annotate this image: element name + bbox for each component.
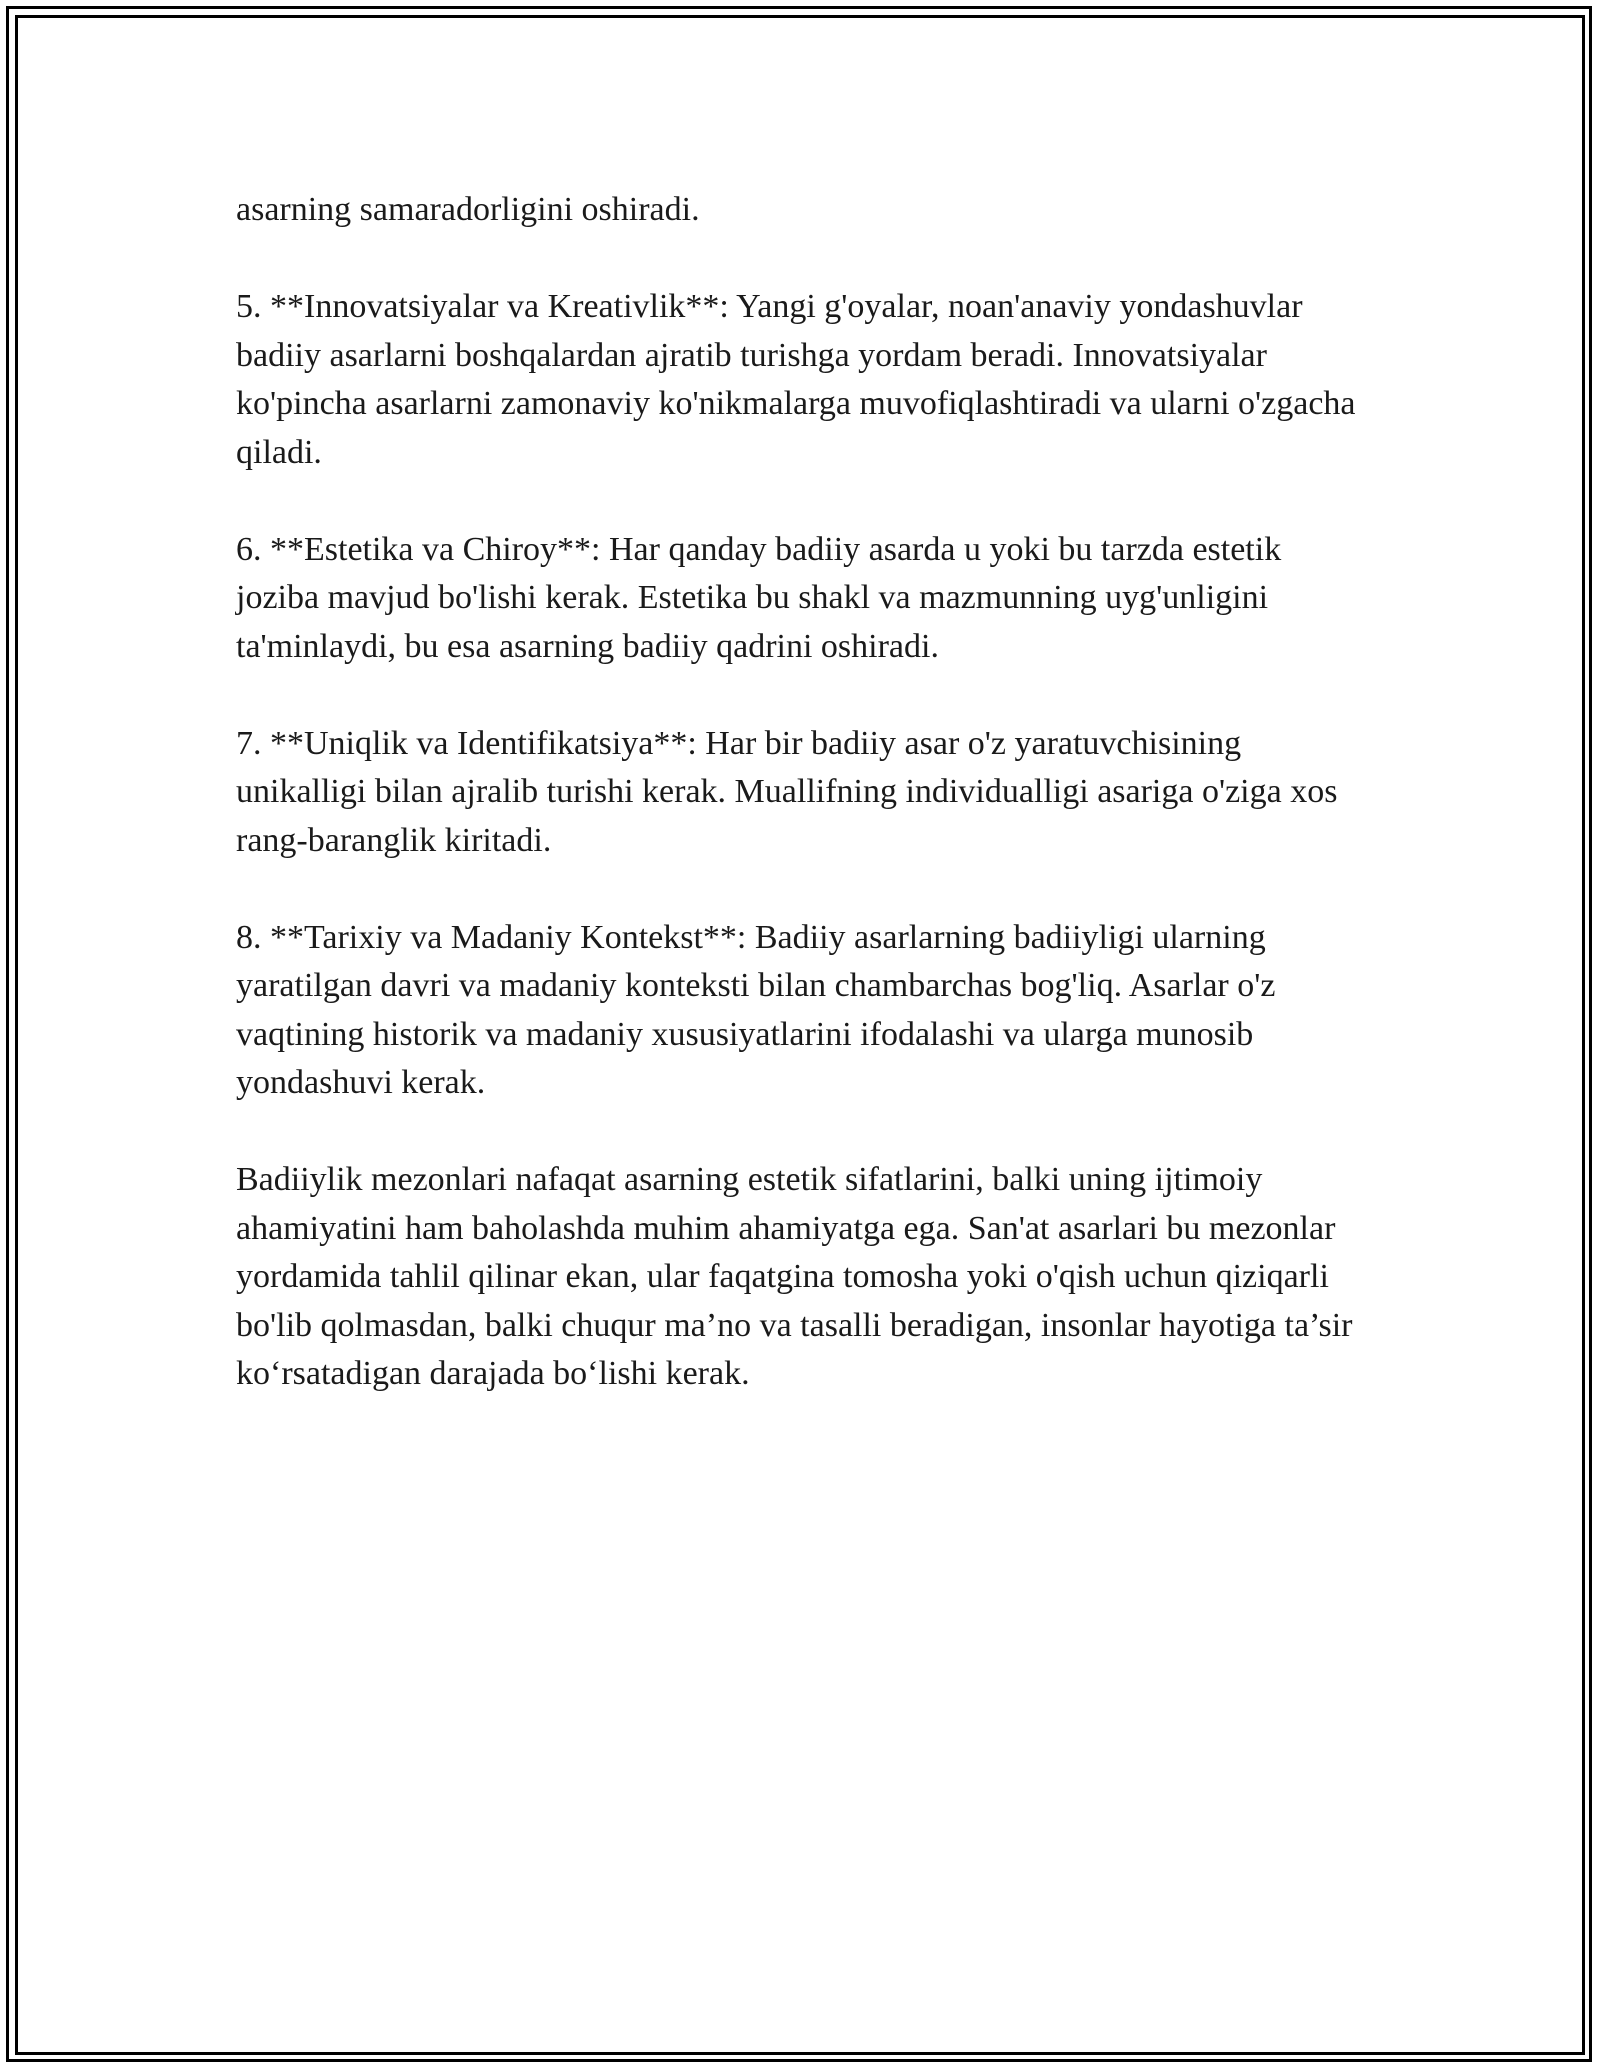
paragraph-item-6: 6. **Estetika va Chiroy**: Har qanday badiiy asarda u yoki bu tarzda estetik joziba mavjud bo'lishi kerak. Estetika bu shakl va mazmunning uyg'unligini ta'minlaydi, bu esa asarning badiiy qadrini oshiradi. xyxy=(236,530,1282,665)
paragraph-continuation: asarning samaradorligini oshiradi. xyxy=(236,191,700,228)
paragraph-item-8: 8. **Tarixiy va Madaniy Kontekst**: Badiiy asarlarning badiiyligi ularning yaratilgan davri va madaniy konteksti bilan chambarchas bog'liq. Asarlar o'z vaqtining historik va madaniy xususiyatlarini ifodalashi va ularga munosib yondashuvi kerak. xyxy=(236,918,1276,1101)
paragraph-conclusion: Badiiylik mezonlari nafaqat asarning estetik sifatlarini, balki uning ijtimoiy ahamiyatini ham baholashda muhim ahamiyatga ega. San'at asarlari bu mezonlar yordamida tahlil qilinar ekan, ular faqatgina tomosha yoki o'qish uchun qiziqarli bo'lib qolmasdan, balki chuqur ma’no va tasalli beradigan, insonlar hayotiga ta’sir ko‘rsatadigan darajada bo‘lishi kerak. xyxy=(236,1161,1353,1392)
page-body xyxy=(236,186,1366,1399)
paragraph-item-5: 5. **Innovatsiyalar va Kreativlik**: Yangi g'oyalar, noan'anaviy yondashuvlar badiiy asarlarni boshqalardan ajratib turishga yordam beradi. Innovatsiyalar ko'pincha asarlarni zamonaviy ko'nikmalarga muvofiqlashtiradi va ularni o'zgacha qiladi. xyxy=(236,288,1356,471)
paragraph-item-7: 7. **Uniqlik va Identifikatsiya**: Har bir badiiy asar o'z yaratuvchisining unikalligi bilan ajralib turishi kerak. Muallifning individualligi asariga o'ziga xos rang-baranglik kiritadi. xyxy=(236,724,1338,859)
